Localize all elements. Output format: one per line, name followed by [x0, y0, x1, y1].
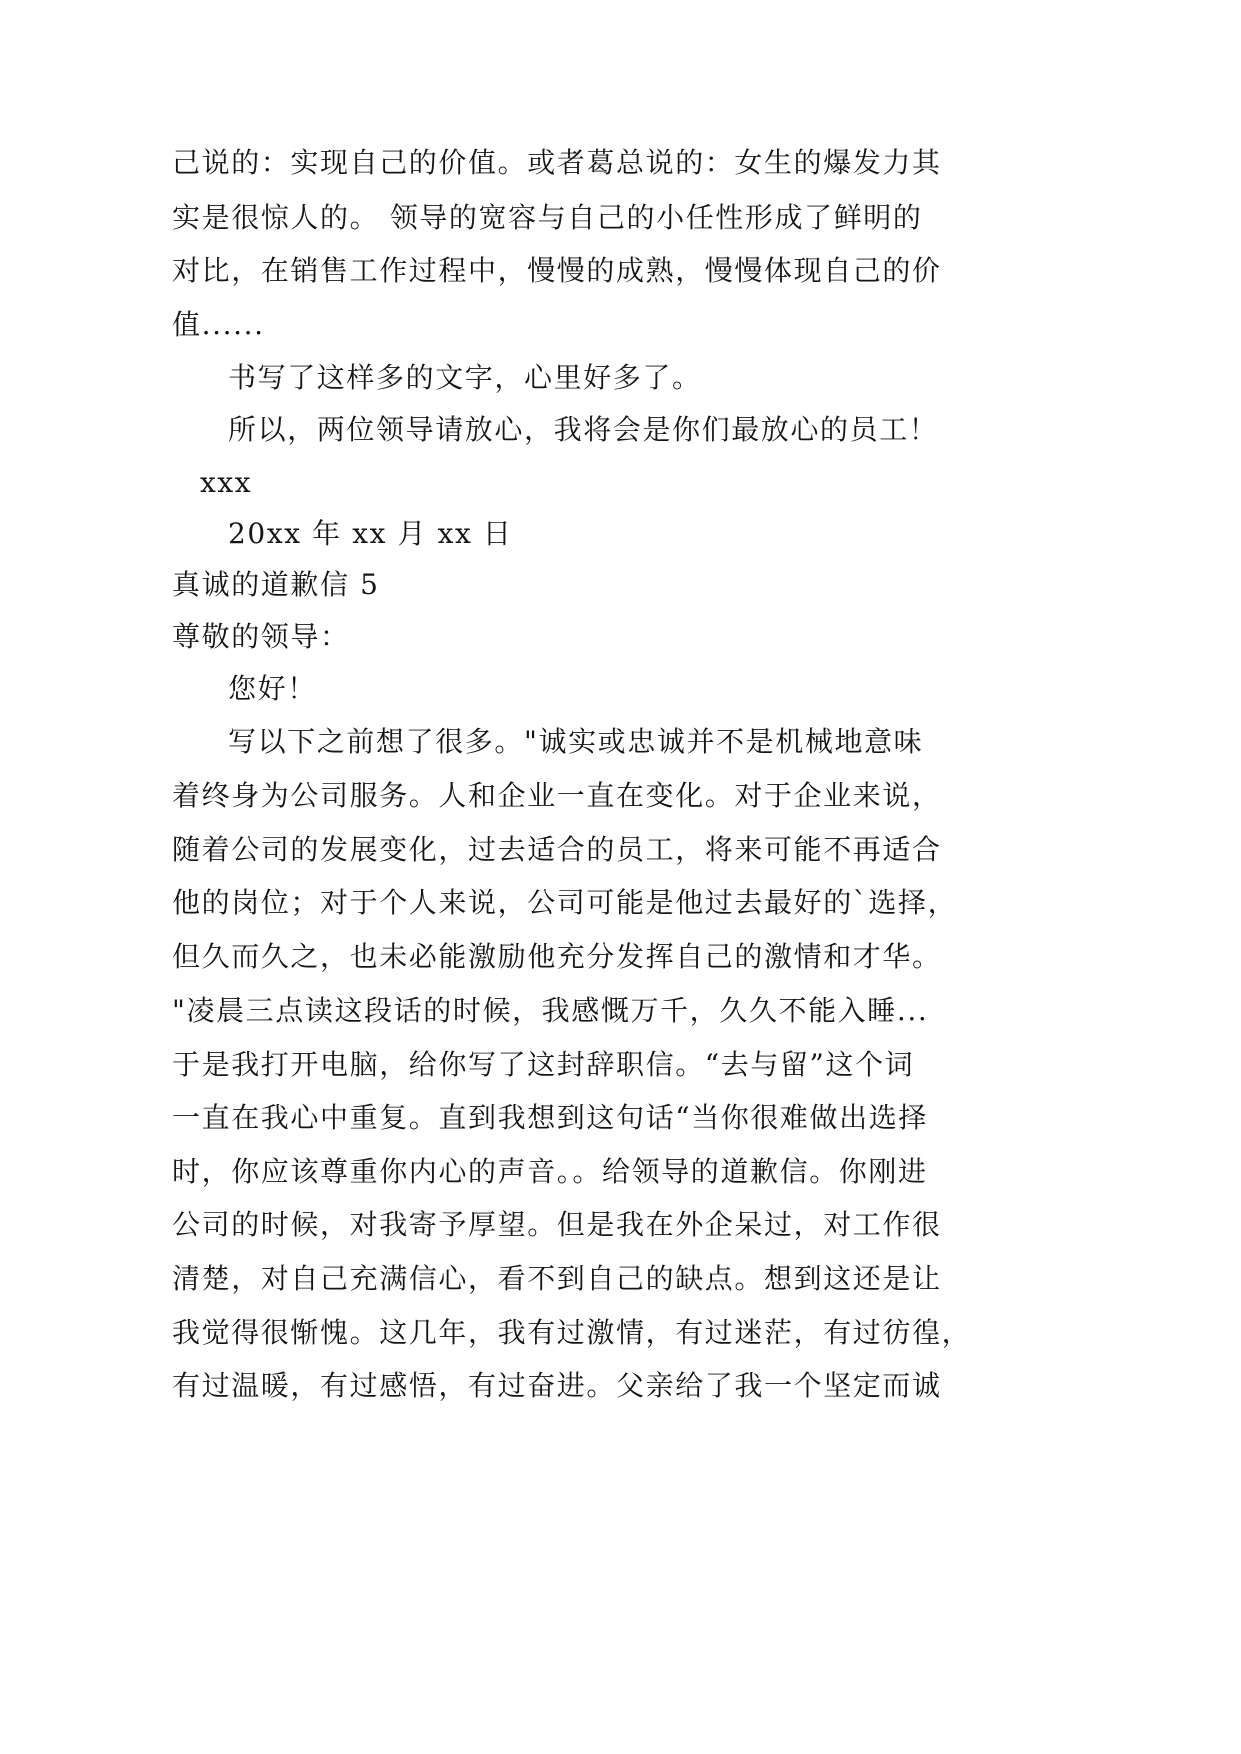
body-line: 写以下之前想了很多。"诚实或忠诚并不是机械地意味: [228, 725, 924, 758]
closing-paragraph: 所以，两位领导请放心，我将会是你们最放心的员工！: [228, 413, 939, 446]
greeting: 您好！: [228, 672, 317, 705]
section-title: 真诚的道歉信 5: [172, 568, 380, 601]
continuation-line: 己说的：实现自己的价值。或者葛总说的：女生的爆发力其: [172, 146, 942, 179]
letter-date: 20xx 年 xx 月 xx 日: [228, 517, 513, 550]
body-line: "凌晨三点读这段话的时候，我感慨万千，久久不能入睡...: [172, 994, 929, 1027]
salutation: 尊敬的领导：: [172, 620, 350, 653]
body-line: 于是我打开电脑，给你写了这封辞职信。“去与留”这个词: [172, 1048, 915, 1081]
signature: xxx: [200, 466, 253, 499]
body-line: 一直在我心中重复。直到我想到这句话“当你很难做出选择: [172, 1101, 928, 1134]
body-line: 清楚，对自己充满信心，看不到自己的缺点。想到这还是让: [172, 1262, 942, 1295]
body-line: 有过温暖，有过感悟，有过奋进。父亲给了我一个坚定而诚: [172, 1369, 942, 1402]
continuation-line: 实是很惊人的。 领导的宽容与自己的小任性形成了鲜明的: [172, 201, 923, 234]
body-line: 我觉得很惭愧。这几年，我有过激情，有过迷茫，有过彷徨，: [172, 1316, 972, 1349]
closing-paragraph: 书写了这样多的文字，心里好多了。: [228, 361, 702, 394]
body-line: 公司的时候，对我寄予厚望。但是我在外企呆过，对工作很: [172, 1208, 942, 1241]
body-line: 时，你应该尊重你内心的声音。。给领导的道歉信。你刚进: [172, 1155, 928, 1188]
body-line: 着终身为公司服务。人和企业一直在变化。对于企业来说，: [172, 779, 942, 812]
continuation-line: 对比，在销售工作过程中，慢慢的成熟，慢慢体现自己的价: [172, 254, 942, 287]
body-line: 他的岗位；对于个人来说，公司可能是他过去最好的`选择，: [172, 886, 958, 919]
body-line: 随着公司的发展变化，过去适合的员工，将来可能不再适合: [172, 833, 942, 866]
continuation-line: 值......: [172, 308, 265, 341]
body-line: 但久而久之，也未必能激励他充分发挥自己的激情和才华。: [172, 940, 942, 973]
